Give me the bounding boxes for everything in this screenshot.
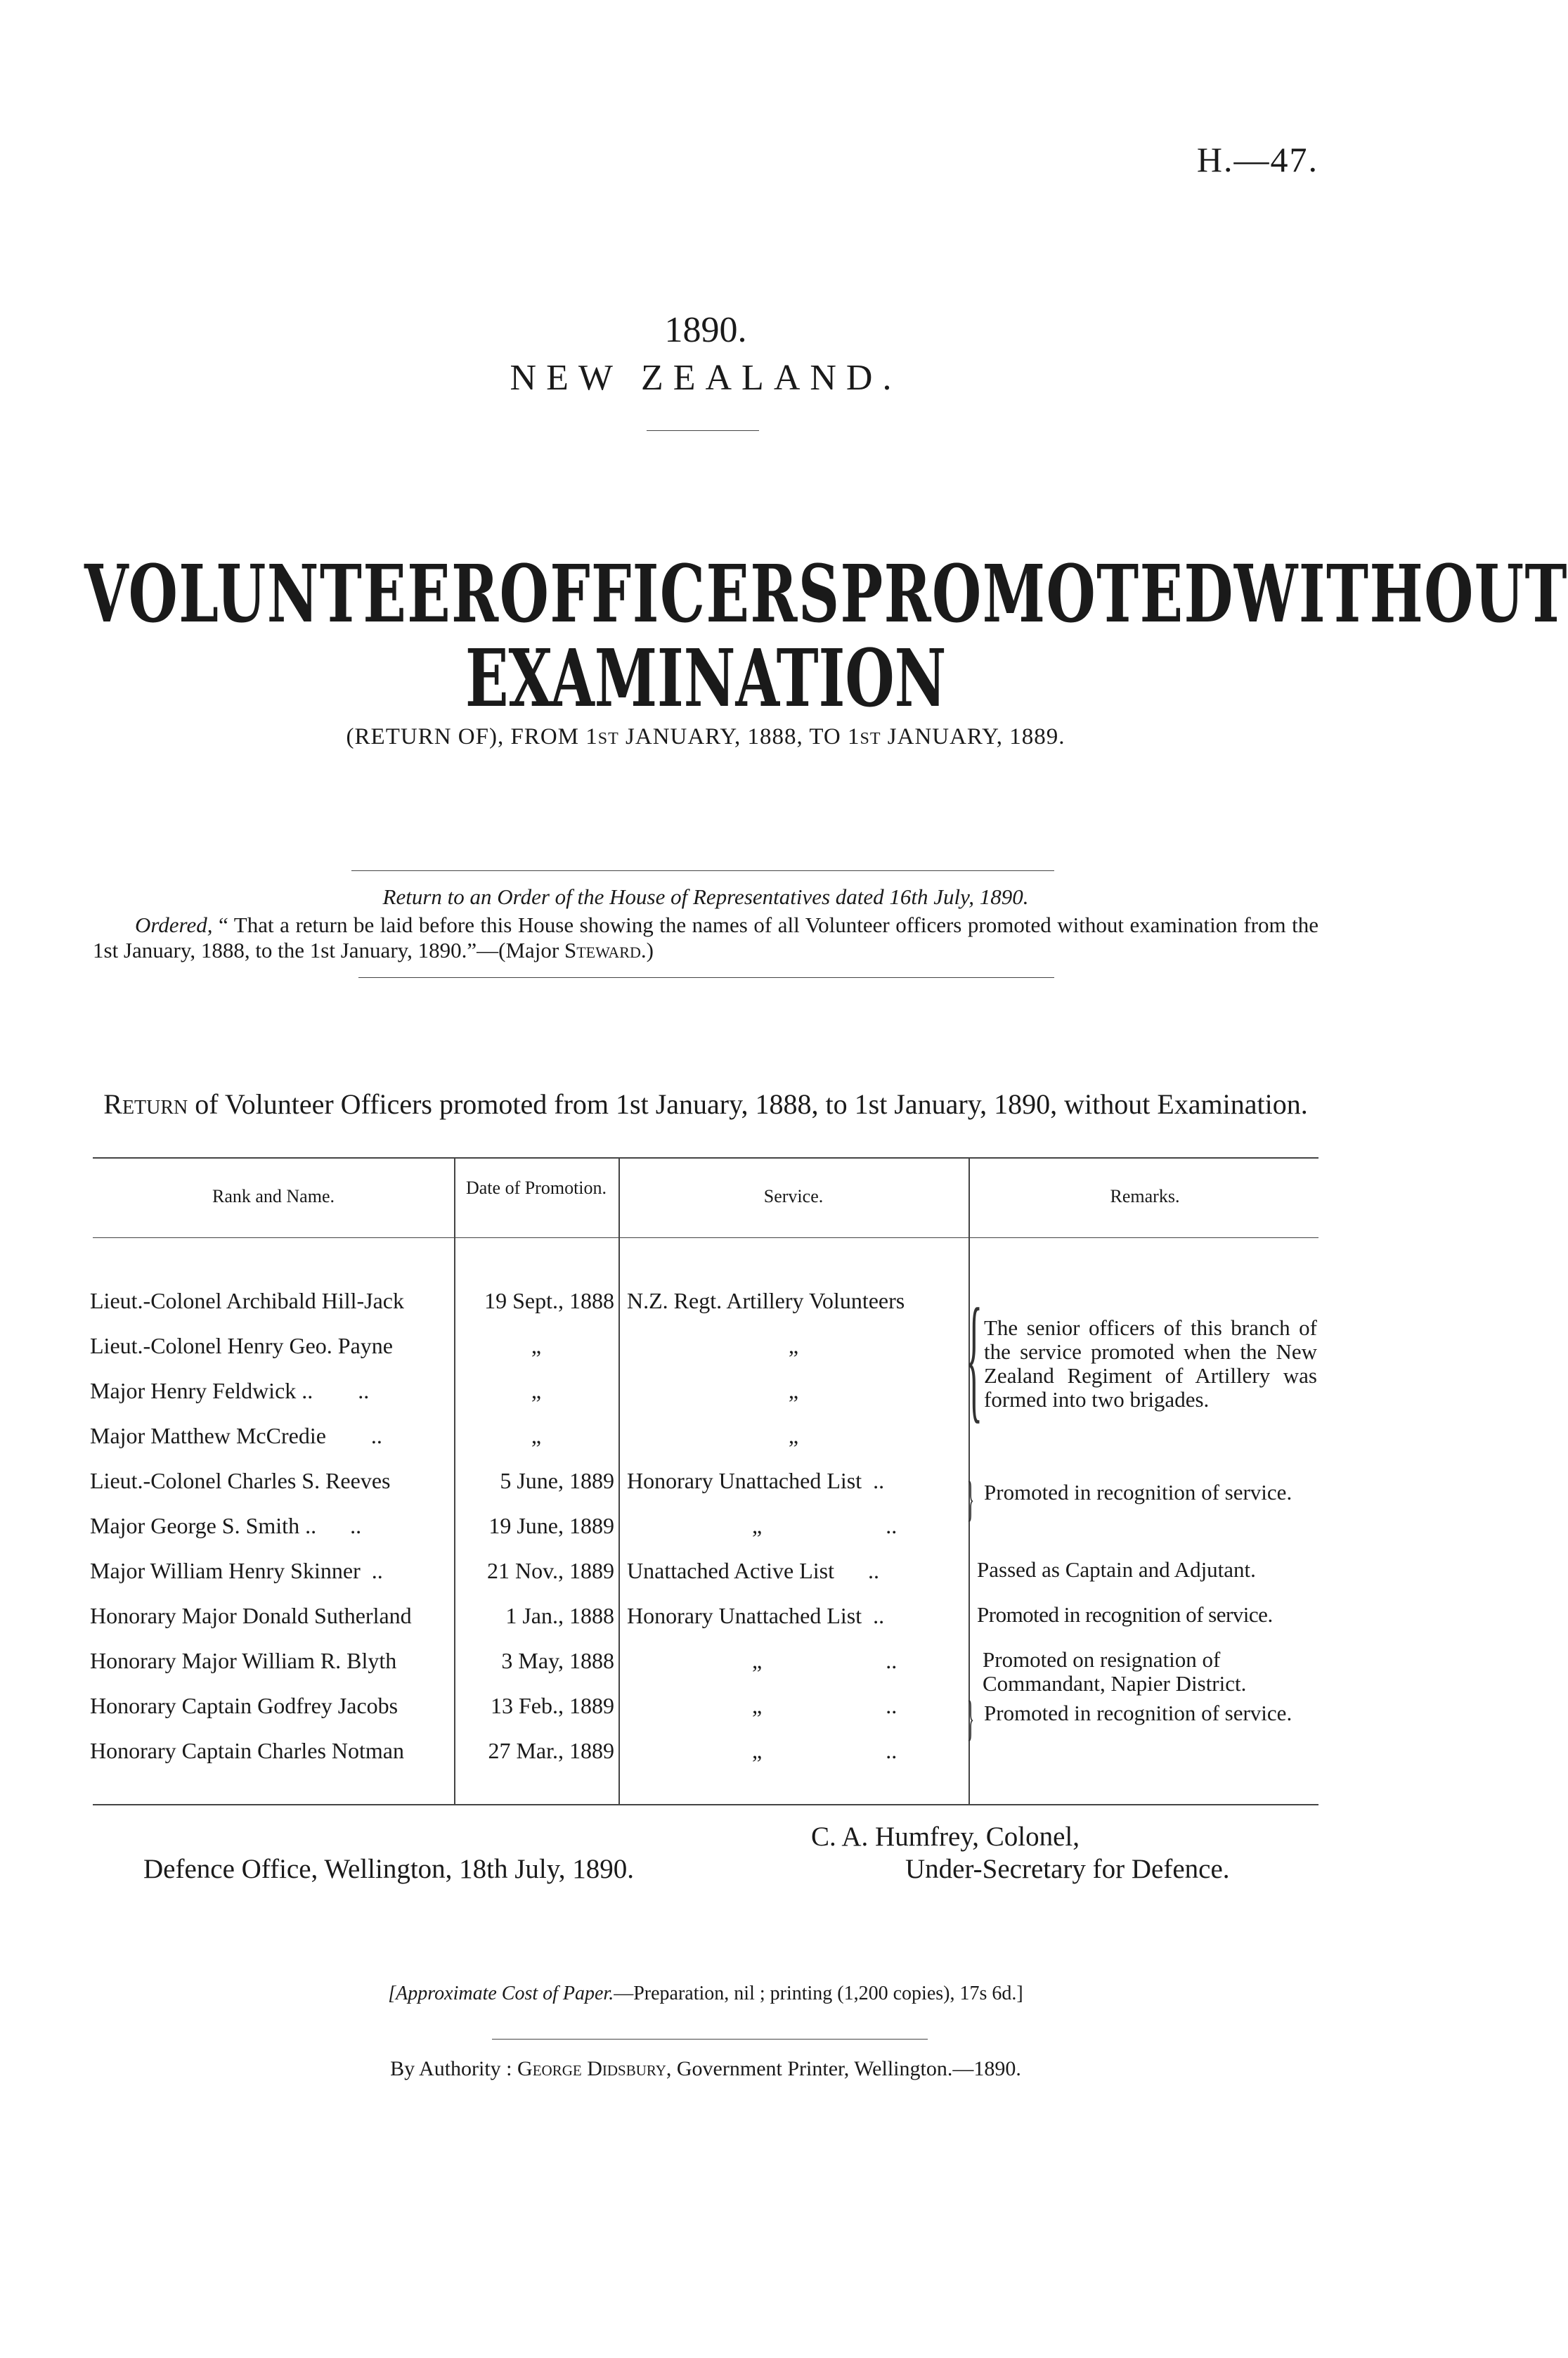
brace: } <box>967 1472 975 1526</box>
service: „ .. <box>752 1693 898 1718</box>
officer-name: Honorary Major Donald Sutherland <box>90 1603 412 1628</box>
column-divider <box>618 1157 620 1804</box>
title-word: OFFICERS <box>499 548 841 640</box>
service: „ .. <box>752 1513 898 1538</box>
remark-adjutant: Passed as Captain and Adjutant. <box>977 1557 1256 1582</box>
service: „ <box>788 1333 799 1358</box>
service: „ <box>788 1423 799 1448</box>
officer-name: Major William Henry Skinner .. <box>90 1558 383 1583</box>
column-divider <box>454 1157 455 1804</box>
service: „ <box>788 1378 799 1403</box>
brace: { <box>966 1280 983 1436</box>
brace: } <box>967 1692 975 1746</box>
officer-name: Lieut.-Colonel Henry Geo. Payne <box>90 1333 393 1358</box>
service: N.Z. Regt. Artillery Volunteers <box>627 1288 905 1313</box>
subtitle: (RETURN OF), FROM 1ST JANUARY, 1888, TO 1ST JANUARY, 1889. <box>346 724 1065 749</box>
year: 1890. <box>664 310 747 350</box>
officer-name: Major Henry Feldwick .. .. <box>90 1378 370 1403</box>
remark-artillery: The senior officers of this branch of the service promoted when the New Zealand Regiment of Artillery was formed into two brigades. <box>984 1315 1317 1412</box>
promotion-date: 13 Feb., 1889 <box>491 1693 614 1718</box>
order-line: Return to an Order of the House of Representatives dated 16th July, 1890. <box>382 884 1029 909</box>
officer-name: Lieut.-Colonel Charles S. Reeves <box>90 1468 391 1493</box>
service: „ .. <box>752 1738 898 1763</box>
officer-name: Honorary Captain Godfrey Jacobs <box>90 1693 399 1718</box>
printer-line: By Authority : George Didsbury, Government Printer, Wellington.—1890. <box>390 2057 1021 2080</box>
promotion-date: 3 May, 1888 <box>501 1648 614 1673</box>
officer-name: Lieut.-Colonel Archibald Hill-Jack <box>90 1288 404 1313</box>
officer-name: Honorary Major William R. Blyth <box>90 1648 397 1673</box>
cost-note: [Approximate Cost of Paper.—Preparation, nil ; printing (1,200 copies), 17s 6d.] <box>388 1983 1023 2004</box>
divider <box>351 870 1054 871</box>
promotion-date: 19 Sept., 1888 <box>484 1288 614 1313</box>
promotion-date: 19 June, 1889 <box>488 1513 614 1538</box>
table-top-rule <box>93 1157 1318 1159</box>
header-remarks: Remarks. <box>1110 1186 1180 1206</box>
promotion-date: „ <box>531 1423 542 1448</box>
title-line-1 <box>84 548 1568 640</box>
table-caption: Return of Volunteer Officers promoted from 1st January, 1888, to 1st January, 1890, without Examination. <box>103 1088 1308 1120</box>
divider <box>492 2039 928 2040</box>
promotion-date: 1 Jan., 1888 <box>505 1603 614 1628</box>
service: Unattached Active List .. <box>627 1558 880 1583</box>
remark-resignation: Promoted on resignation of Commandant, Napier District. <box>983 1647 1247 1696</box>
remark-recognition: Promoted in recognition of service. <box>977 1602 1273 1627</box>
ordered-paragraph: Ordered, “ That a return be laid before this House showing the names of all Volunteer officers promoted without examination from the 1st January, 1888, to the 1st January, 1890.”—(Major Steward.) <box>93 913 1318 962</box>
promotion-date: „ <box>531 1378 542 1403</box>
office-dateline: Defence Office, Wellington, 18th July, 1890. <box>143 1854 634 1884</box>
officer-name: Honorary Captain Charles Notman <box>90 1738 404 1763</box>
officer-name: Major Matthew McCredie .. <box>90 1423 382 1448</box>
signature-title: Under-Secretary for Defence. <box>905 1854 1230 1884</box>
header-rule <box>93 1237 1318 1238</box>
header-date: Date of Promotion. <box>465 1178 607 1198</box>
header-service: Service. <box>763 1186 824 1206</box>
signature-name: C. A. Humfrey, Colonel, <box>811 1822 1080 1852</box>
document-reference: H.—47. <box>1196 140 1318 179</box>
promotion-date: 21 Nov., 1889 <box>486 1558 614 1583</box>
remark-recognition: Promoted in recognition of service. <box>984 1701 1292 1725</box>
service: Honorary Unattached List .. <box>627 1468 885 1493</box>
header-rank-name: Rank and Name. <box>212 1186 335 1206</box>
title-word: VOLUNTEER <box>84 548 500 640</box>
table-bottom-rule <box>93 1804 1318 1805</box>
service: Honorary Unattached List .. <box>627 1603 885 1628</box>
promotion-date: „ <box>531 1333 542 1358</box>
promotion-date: 5 June, 1889 <box>500 1468 614 1493</box>
service: „ .. <box>752 1648 898 1673</box>
title-line-2: EXAMINATION <box>465 633 947 725</box>
officer-name: Major George S. Smith .. .. <box>90 1513 362 1538</box>
divider <box>358 977 1054 978</box>
title-word: PROMOTED <box>840 548 1234 640</box>
divider <box>647 430 759 431</box>
promotion-date: 27 Mar., 1889 <box>488 1738 614 1763</box>
country: NEW ZEALAND. <box>510 358 902 398</box>
remark-recognition: Promoted in recognition of service. <box>984 1480 1292 1505</box>
title-word: WITHOUT <box>1233 548 1568 640</box>
